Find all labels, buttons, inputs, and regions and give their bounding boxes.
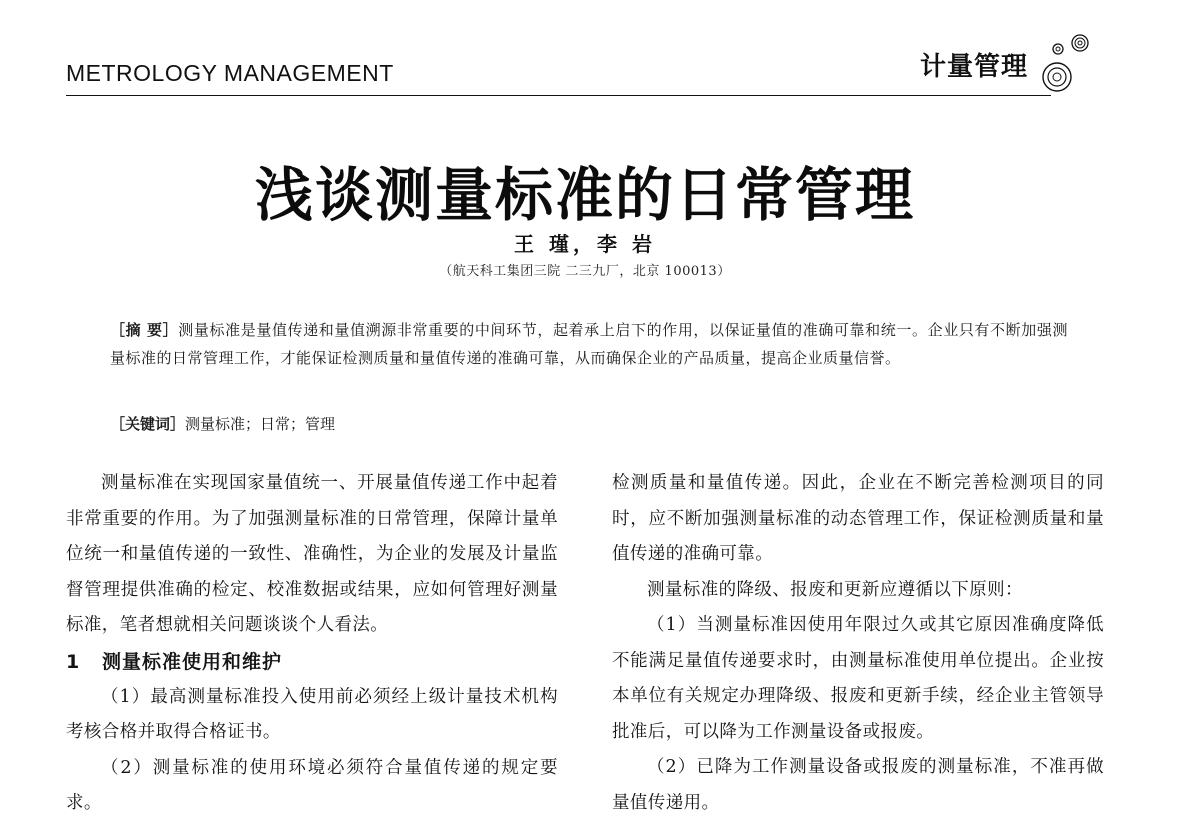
principles-intro: 测量标准的降级、报废和更新应遵循以下原则： [647, 579, 1023, 600]
body-column-right [612, 466, 1104, 821]
section-heading [66, 644, 558, 680]
journal-name-english: METROLOGY MANAGEMENT [66, 60, 394, 86]
keywords [110, 410, 1068, 438]
concentric-circles-icon [1040, 33, 1100, 95]
keywords-text: 测量标准；日常；管理 [185, 415, 336, 433]
section-number: 1 [66, 650, 81, 673]
article-authors: 王 瑾，李 岩 [514, 232, 656, 256]
abstract-label: ［摘 要］ [110, 321, 179, 339]
body-column-left [66, 466, 558, 822]
list-item: （1）最高测量标准投入使用前必须经上级计量技术机构考核合格并取得合格证书。 [66, 686, 558, 742]
list-item: （1）当测量标准因使用年限过久或其它原因准确度降低不能满足量值传递要求时，由测量标准使用单位提出。企业按本单位有关规定办理降级、报废和更新手续，经企业主管领导批准后，可以降为工作测量设备或报废。 [612, 615, 1104, 742]
header-rule [66, 95, 1051, 96]
abstract-text: 测量标准是量值传递和量值溯源非常重要的中间环节，起着承上启下的作用，以保证量值的准确可靠和统一。企业只有不断加强测量标准的日常管理工作，才能保证检测质量和量值传递的准确可靠，从而确保企业的产品质量，提高企业质量信誉。 [110, 321, 1068, 367]
abstract [110, 316, 1068, 372]
journal-name-chinese: 计量管理 [920, 52, 1029, 82]
list-item: （2）已降为工作测量设备或报废的测量标准，不准再做量值传递用。 [612, 757, 1104, 813]
keywords-label: ［关键词］ [110, 415, 186, 433]
intro-paragraph: 测量标准在实现国家量值统一、开展量值传递工作中起着非常重要的作用。为了加强测量标准的日常管理，保障计量单位统一和量值传递的一致性、准确性，为企业的发展及计量监督管理提供准确的检定、校准数据或结果，应如何管理好测量标准，笔者想就相关问题谈谈个人看法。 [66, 473, 558, 635]
article-title: 浅谈测量标准的日常管理 [254, 161, 915, 229]
continued-paragraph: 检测质量和量值传递。因此，企业在不断完善检测项目的同时，应不断加强测量标准的动态管理工作，保证检测质量和量值传递的准确可靠。 [612, 473, 1104, 564]
list-item: （2）测量标准的使用环境必须符合量值传递的规定要求。 [66, 757, 558, 813]
section-title: 测量标准使用和维护 [102, 650, 283, 673]
article-affiliation: （航天科工集团三院 二三九厂，北京 100013） [439, 264, 731, 279]
